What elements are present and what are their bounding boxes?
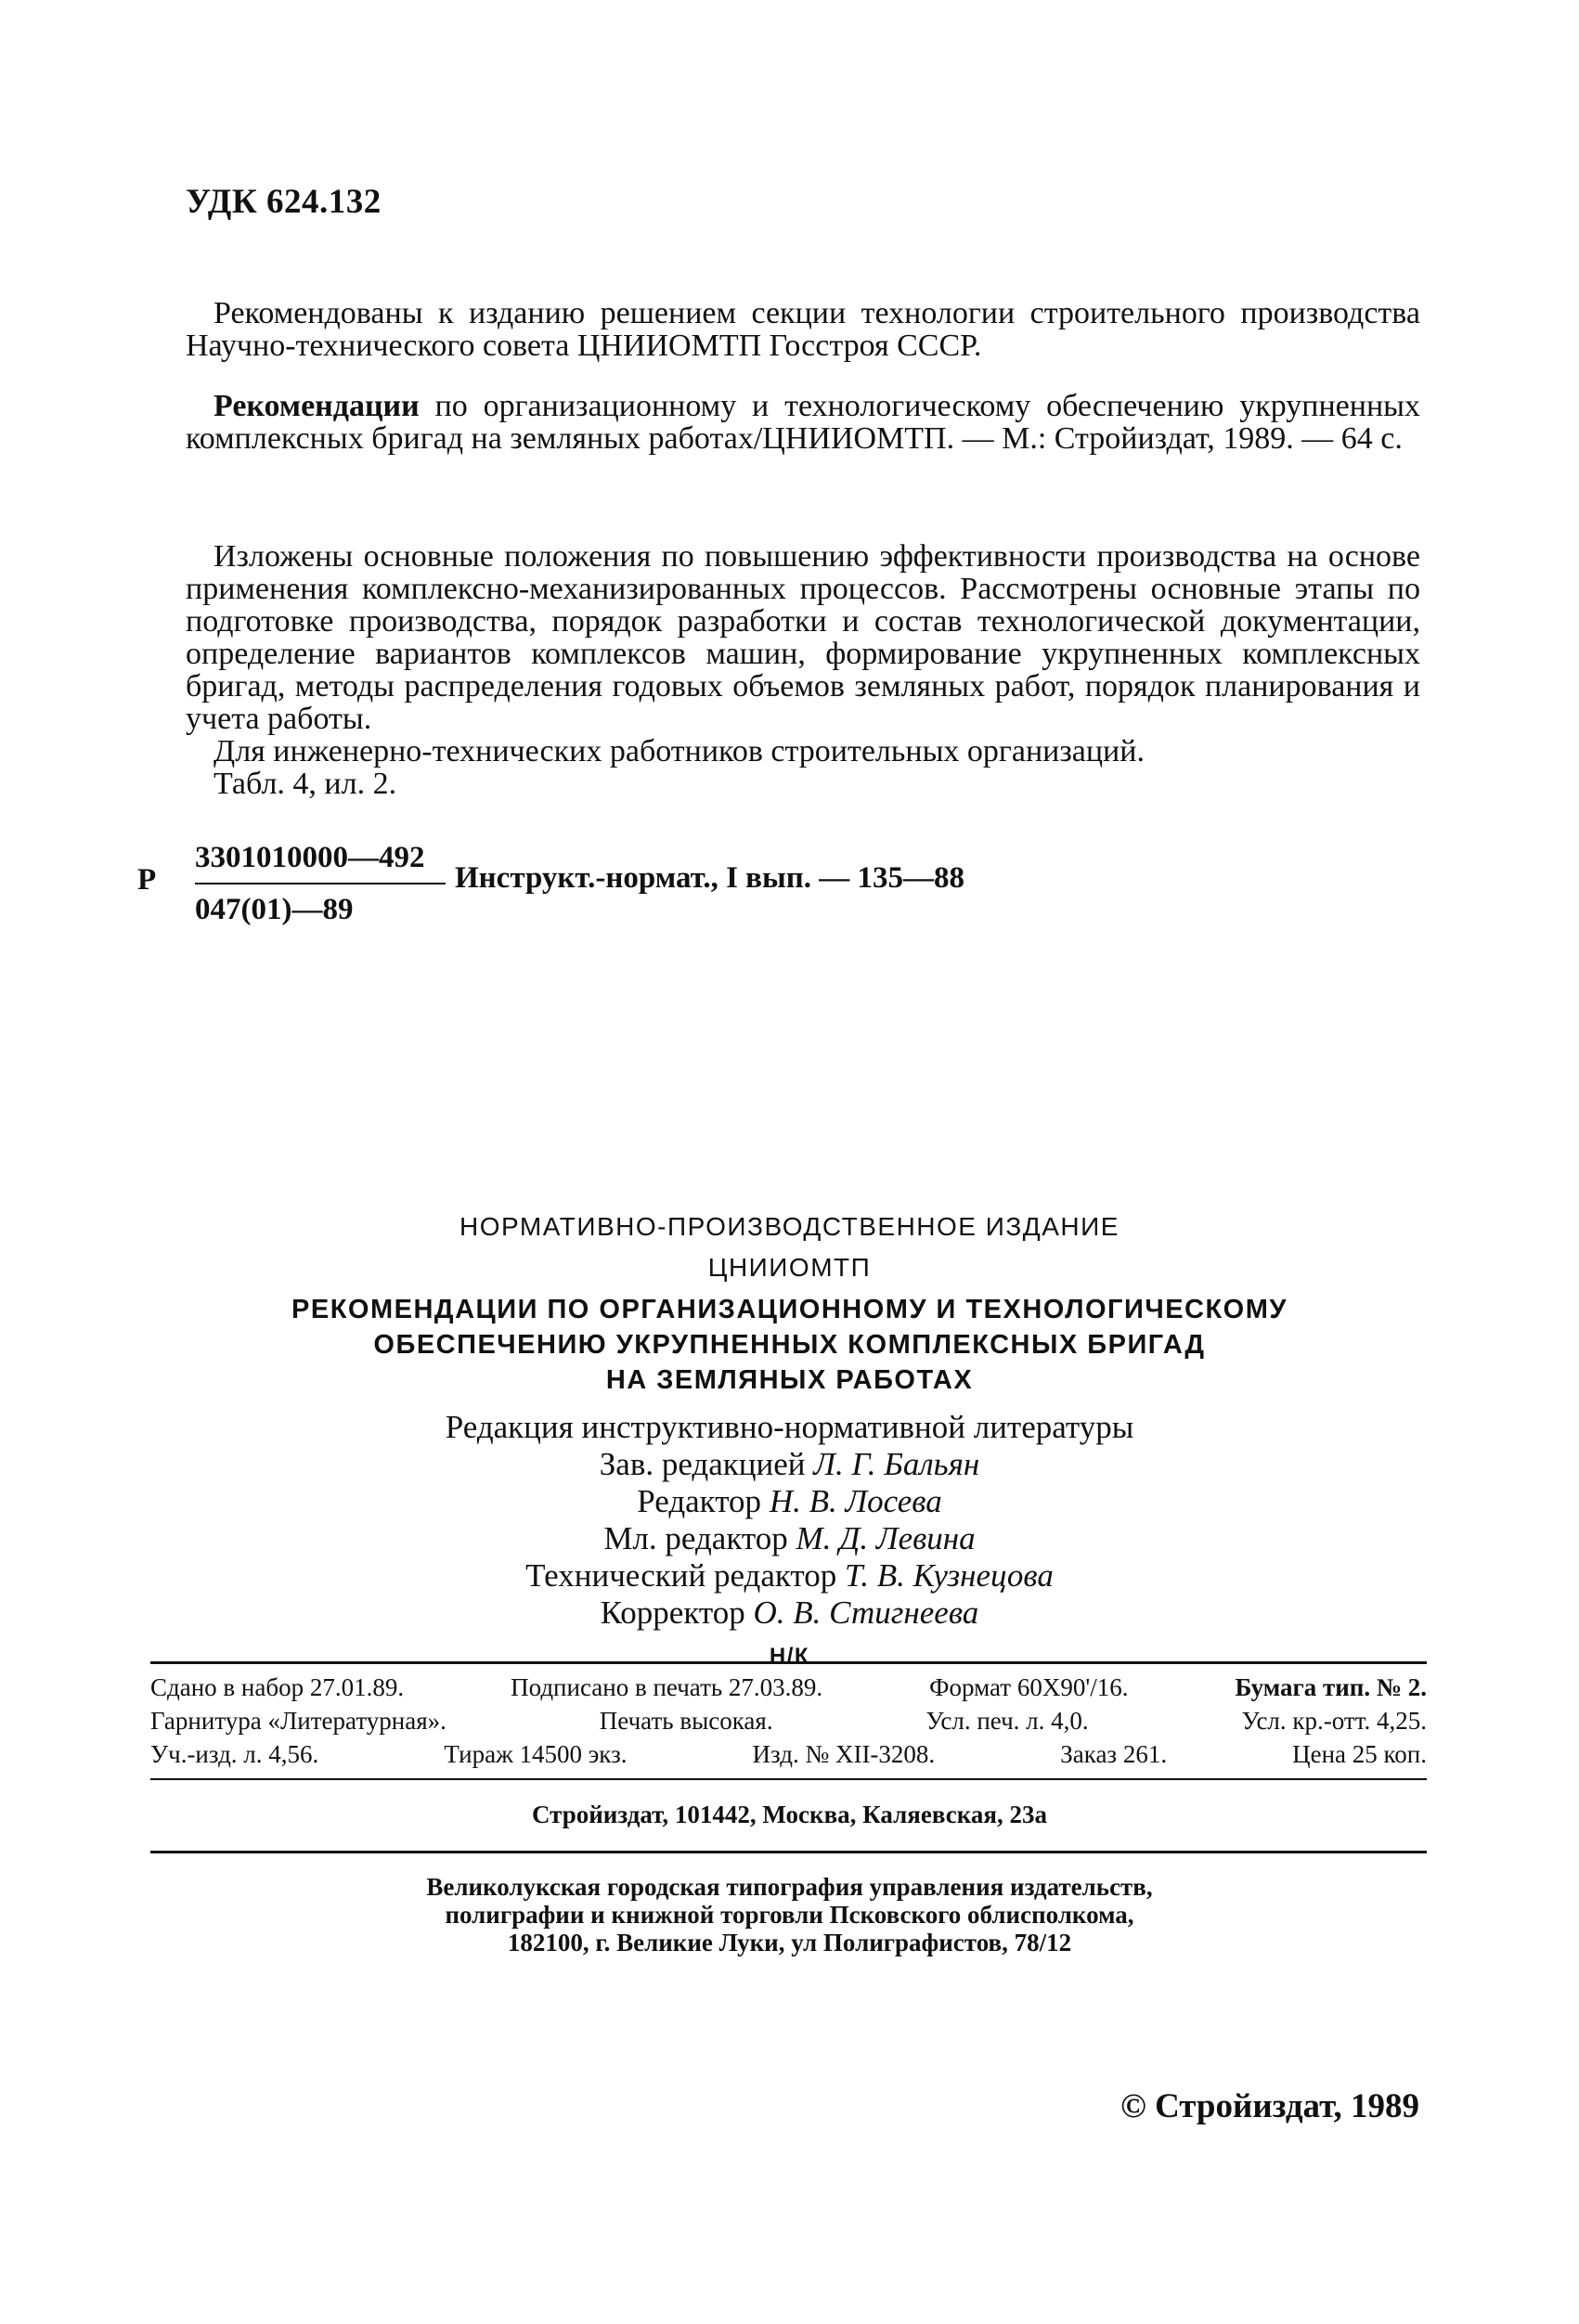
imprint-color-sheets: Усл. кр.-отт. 4,25. — [1241, 1707, 1427, 1735]
index-prefix: Р — [137, 863, 157, 897]
copyright: © Стройиздат, 1989 — [1120, 2087, 1419, 2125]
audience: Для инженерно-технических работников строительных организаций. — [214, 734, 1145, 768]
index-denominator: 047(01)—89 — [195, 893, 354, 926]
divider-middle — [150, 1778, 1427, 1780]
credit-head-name: Л. Г. Бальян — [813, 1446, 980, 1482]
imprint-run: Тираж 14500 экз. — [444, 1740, 628, 1768]
credit-corrector-name: О. В. Стигнеева — [753, 1595, 979, 1631]
imprint-row-3 — [150, 1737, 1427, 1771]
index-fraction-line — [195, 883, 446, 884]
organization: ЦНИИОМТП — [707, 1253, 872, 1282]
credit-corrector-label: Корректор — [600, 1595, 754, 1631]
credit-junior-editor — [139, 1520, 1440, 1557]
credit-editor — [139, 1483, 1440, 1520]
imprint-row-1 — [150, 1671, 1427, 1704]
tables-count: Табл. 4, ил. 2. — [214, 767, 397, 801]
index-text: Инструкт.-нормат., I вып. — 135—88 — [455, 861, 965, 895]
edition-type: НОРМАТИВНО-ПРОИЗВОДСТВЕННОЕ ИЗДАНИЕ — [459, 1212, 1120, 1241]
credit-corrector — [139, 1595, 1440, 1632]
credits — [139, 1409, 1440, 1674]
credit-tech-name: Т. В. Кузнецова — [845, 1557, 1054, 1594]
imprint-order: Заказ 261. — [1060, 1740, 1168, 1768]
udk-code: УДК 624.132 — [186, 183, 382, 221]
index-numerator: 3301010000—492 — [195, 841, 425, 874]
imprint — [150, 1671, 1427, 1771]
imprint-typeset: Сдано в набор 27.01.89. — [150, 1673, 405, 1701]
editorial-office: Редакция инструктивно-нормативной литературы — [445, 1409, 1134, 1445]
main-title-line-3: НА ЗЕМЛЯНЫХ РАБОТАХ — [605, 1365, 974, 1395]
imprint-signed: Подписано в печать 27.03.89. — [511, 1673, 823, 1701]
biblio-details: по организационному и технологическому обеспечению укрупненных комплексных бригад на земляных работах/ЦНИИОМТП. — М.: Стройиздат, 1989. — 64 с. — [186, 389, 1420, 456]
imprint-paper: Бумага тип. № 2. — [1235, 1673, 1427, 1701]
divider-bottom — [150, 1851, 1427, 1853]
printer-info — [139, 1873, 1440, 1956]
imprint-pub-sheets: Уч.-изд. л. 4,56. — [150, 1740, 319, 1768]
bibliographic-record — [186, 390, 1420, 455]
imprint-print-sheets: Усл. печ. л. 4,0. — [925, 1707, 1089, 1735]
main-title-line-2: ОБЕСПЕЧЕНИЮ УКРУПНЕННЫХ КОМПЛЕКСНЫХ БРИГАД — [373, 1330, 1206, 1360]
abstract: Изложены основные положения по повышению эффективности производства на основе применения комплексно-механизированных процессов. Рассмотрены основные этапы по подготовке производства, порядок разработки и состав технологической документации, определение вариантов комплексов машин, формирование укрупненных комплексных бригад, методы распределения годовых объемов земляных работ, порядок планирования и учета работы. — [186, 539, 1420, 736]
main-title — [139, 1292, 1440, 1398]
credit-junior-label: Мл. редактор — [603, 1520, 796, 1556]
imprint-pub-number: Изд. № XII-3208. — [752, 1740, 936, 1768]
credit-tech-editor — [139, 1557, 1440, 1595]
credit-head-label: Зав. редакцией — [599, 1446, 814, 1482]
credit-editor-label: Редактор — [637, 1483, 770, 1519]
credit-editor-name: Н. В. Лосева — [769, 1483, 942, 1519]
imprint-price: Цена 25 коп. — [1292, 1740, 1427, 1768]
biblio-title: Рекомендации — [214, 389, 420, 423]
imprint-printing: Печать высокая. — [599, 1707, 773, 1735]
recommendation-note: Рекомендованы к изданию решением секции технологии строительного производства Научно-технического совета ЦНИИОМТП Госстроя СССР. — [186, 296, 1420, 363]
imprint-typeface: Гарнитура «Литературная». — [150, 1707, 447, 1735]
credit-junior-name: М. Д. Левина — [796, 1520, 976, 1556]
printer-line-2: полиграфии и книжной торговли Псковского облисполкома, — [445, 1901, 1134, 1929]
imprint-format: Формат 60Х90'/16. — [929, 1673, 1129, 1701]
printer-line-3: 182100, г. Великие Луки, ул Полиграфистов, 78/12 — [507, 1929, 1072, 1956]
printer-line-1: Великолукская городская типография управления издательств, — [426, 1873, 1153, 1901]
credit-head — [139, 1446, 1440, 1483]
main-title-line-1: РЕКОМЕНДАЦИИ ПО ОРГАНИЗАЦИОННОМУ И ТЕХНОЛОГИЧЕСКОМУ — [291, 1295, 1288, 1324]
credit-tech-label: Технический редактор — [525, 1557, 845, 1594]
imprint-row-2 — [150, 1704, 1427, 1737]
nk-mark: Н/К — [769, 1644, 810, 1669]
divider-top — [150, 1661, 1427, 1664]
publisher-address: Стройиздат, 101442, Москва, Каляевская, 23а — [531, 1801, 1048, 1828]
